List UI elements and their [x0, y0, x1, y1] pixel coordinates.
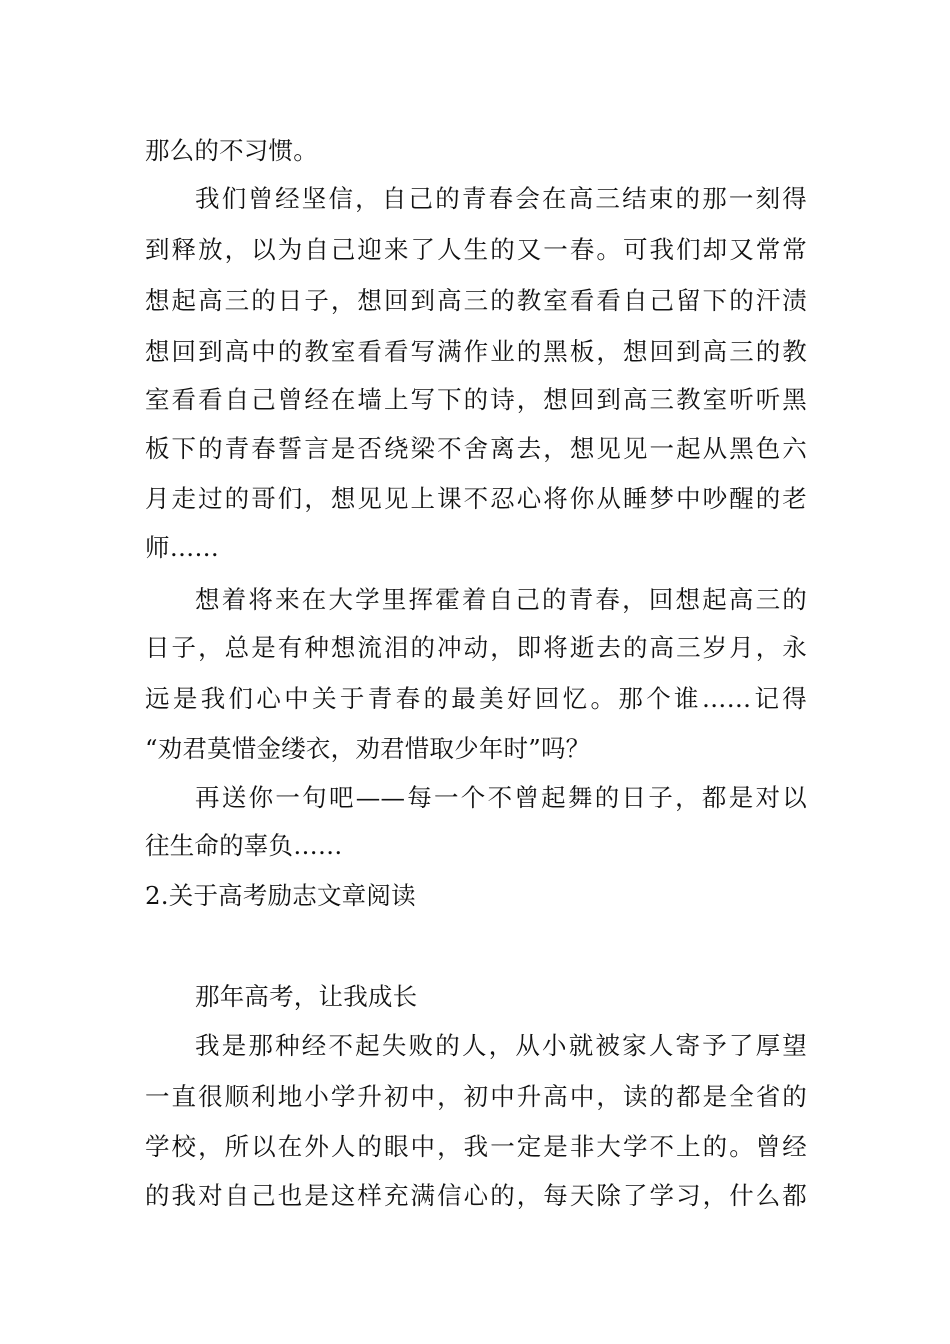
paragraph-first-line: 我们曾经坚信，自己的青春会在高三结束的那一刻得	[195, 184, 807, 213]
text-line: 远是我们心中关于青春的最美好回忆。那个谁……记得	[145, 684, 807, 713]
paragraph-first-line: 再送你一句吧——每一个不曾起舞的日子，都是对以	[195, 783, 807, 812]
text-line: 师……	[145, 533, 220, 562]
article-title: 那年高考，让我成长	[195, 982, 418, 1011]
text-line: 一直很顺利地小学升初中，初中升高中，读的都是全省的	[145, 1082, 807, 1111]
text-line: “劝君莫惜金缕衣，劝君惜取少年时”吗？	[145, 734, 591, 763]
text-line: 想回到高中的教室看看写满作业的黑板，想回到高三的教	[145, 337, 807, 366]
text-line: 想起高三的日子，想回到高三的教室看看自己留下的汗渍	[145, 286, 807, 315]
text-line: 板下的青春誓言是否绕梁不舍离去，想见见一起从黑色六	[145, 434, 807, 463]
text-line: 到释放，以为自己迎来了人生的又一春。可我们却又常常	[145, 235, 807, 264]
text-line: 学校，所以在外人的眼中，我一定是非大学不上的。曾经	[145, 1132, 807, 1161]
text-line: 往生命的辜负……	[145, 831, 343, 860]
text-line: 那么的不习惯。	[145, 136, 318, 165]
paragraph-first-line: 我是那种经不起失败的人，从小就被家人寄予了厚望	[195, 1031, 807, 1060]
text-line: 月走过的哥们，想见见上课不忍心将你从睡梦中吵醒的老	[145, 484, 807, 513]
text-line: 的我对自己也是这样充满信心的，每天除了学习，什么都	[145, 1181, 807, 1210]
section-heading: 2.关于高考励志文章阅读	[145, 881, 416, 910]
paragraph-first-line: 想着将来在大学里挥霍着自己的青春，回想起高三的	[195, 585, 807, 614]
text-line: 日子，总是有种想流泪的冲动，即将逝去的高三岁月，永	[145, 633, 807, 662]
text-line: 室看看自己曾经在墙上写下的诗，想回到高三教室听听黑	[145, 385, 807, 414]
